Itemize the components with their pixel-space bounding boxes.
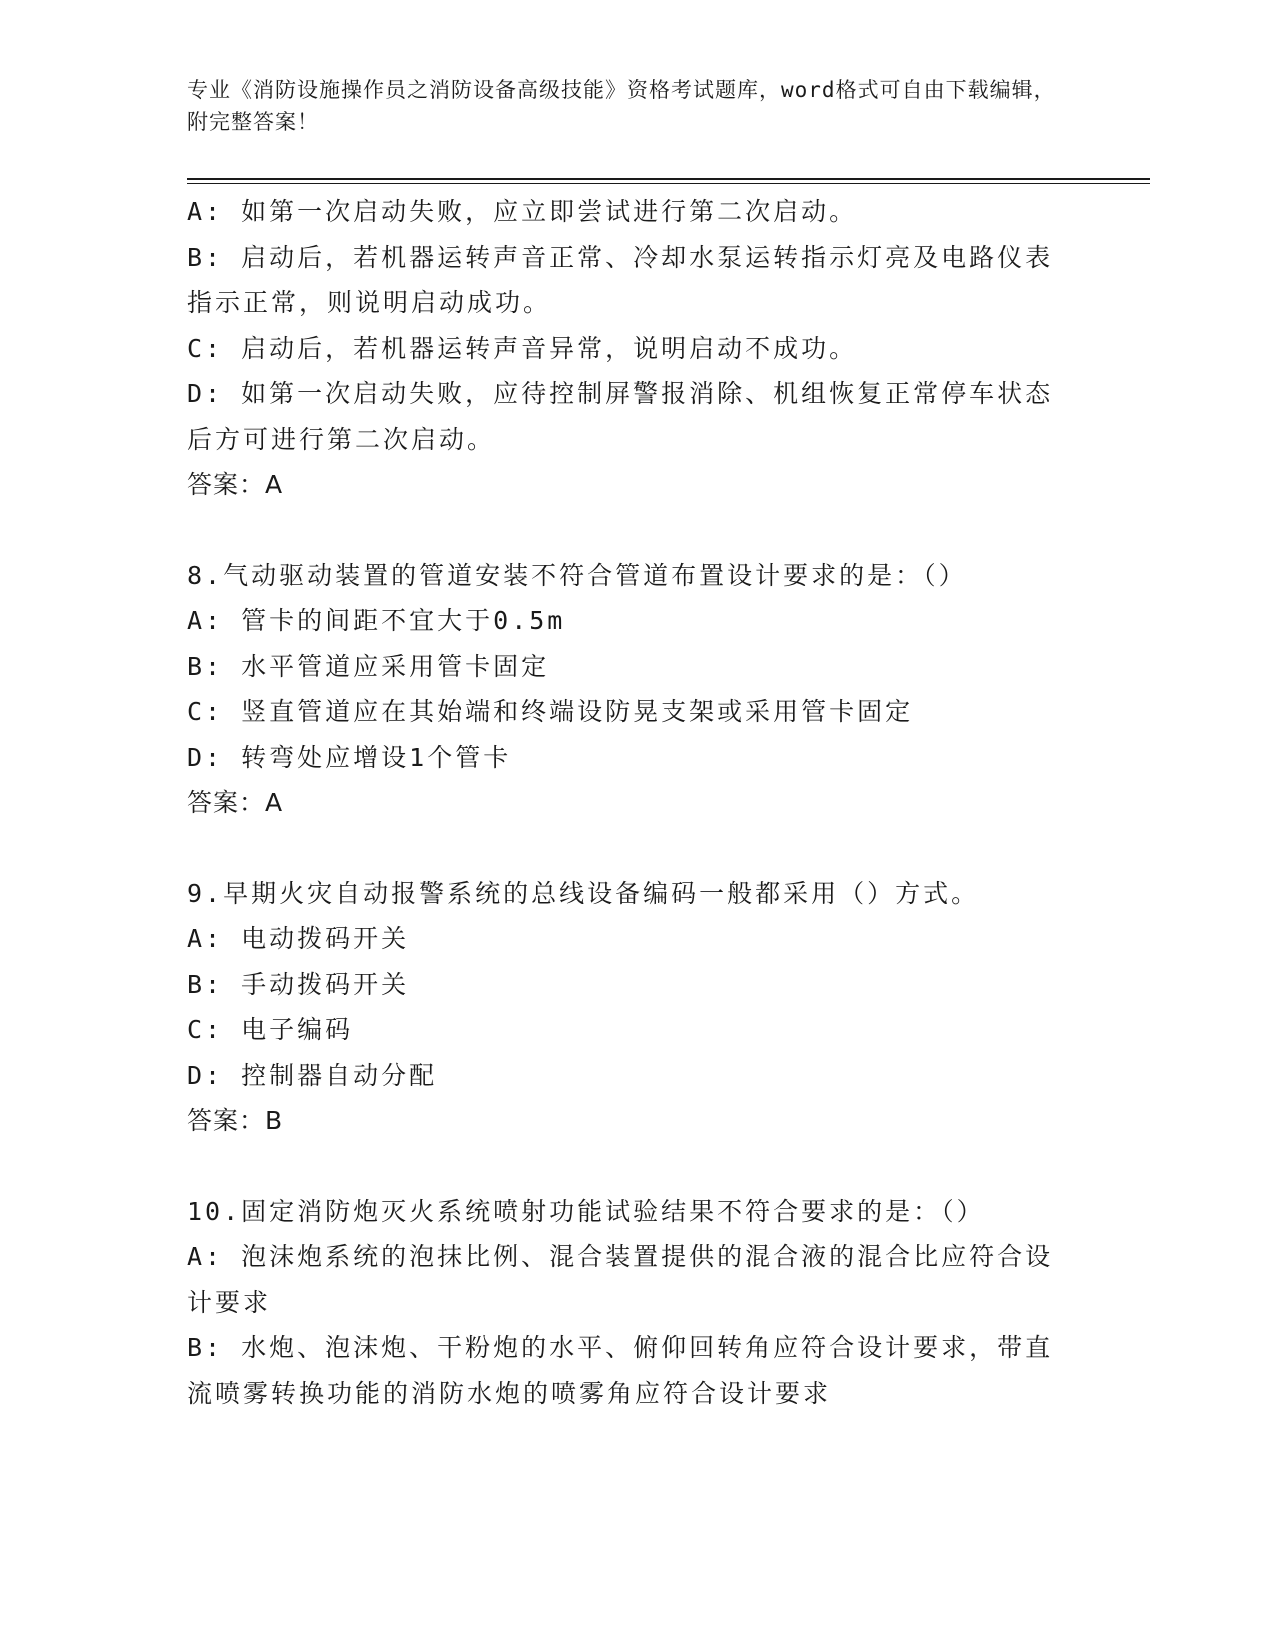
document-header: 专业《消防设施操作员之消防设备高级技能》资格考试题库，word格式可自由下载编辑，附完整答案！ (187, 78, 1056, 134)
option-a: A: 管卡的间距不宜大于0.5m (187, 606, 566, 635)
option-b: B: 手动拨码开关 (187, 969, 410, 999)
question-block (187, 553, 1067, 826)
answer-line: 答案：A (187, 470, 284, 499)
option-c: C: 启动后，若机器运转声音异常，说明启动不成功。 (187, 333, 858, 363)
option-d: D: 如第一次启动失败，应待控制屏警报消除、机组恢复正常停车状态后方可进行第二次启动。 (187, 379, 1054, 454)
question-block (187, 871, 1067, 1144)
option-d: D: 控制器自动分配 (187, 1060, 438, 1090)
option-b: B: 启动后，若机器运转声音正常、冷却水泵运转指示灯亮及电路仪表指示正常，则说明启动成功。 (187, 242, 1054, 317)
option-c: C: 电子编码 (187, 1015, 354, 1044)
question-text: 10.固定消防炮灭火系统喷射功能试验结果不符合要求的是：（） (187, 1196, 985, 1226)
question-text: 9.早期火灾自动报警系统的总线设备编码一般都采用（）方式。 (187, 878, 980, 908)
question-block (187, 1189, 1067, 1417)
header-rule-thin (187, 183, 1150, 184)
answer-line: 答案：A (187, 788, 284, 817)
option-b: B: 水平管道应采用管卡固定 (187, 651, 550, 681)
option-a: A: 电动拨码开关 (187, 924, 410, 953)
question-text: 8.气动驱动装置的管道安装不符合管道布置设计要求的是：（） (187, 560, 967, 590)
question-list (187, 189, 1067, 1416)
option-d: D: 转弯处应增设1个管卡 (187, 742, 512, 772)
option-a: A: 泡沫炮系统的泡抹比例、混合装置提供的混合液的混合比应符合设计要求 (187, 1242, 1054, 1317)
spacer (187, 826, 1067, 871)
option-b: B: 水炮、泡沫炮、干粉炮的水平、俯仰回转角应符合设计要求，带直流喷雾转换功能的消防水炮的喷雾角应符合设计要求 (187, 1333, 1054, 1408)
option-a: A: 如第一次启动失败，应立即尝试进行第二次启动。 (187, 197, 858, 226)
header-rule-thick (187, 178, 1150, 180)
spacer (187, 1144, 1067, 1189)
answer-line: 答案：B (187, 1106, 284, 1135)
question-block (187, 189, 1067, 508)
spacer (187, 508, 1067, 553)
option-c: C: 竖直管道应在其始端和终端设防晃支架或采用管卡固定 (187, 697, 914, 726)
